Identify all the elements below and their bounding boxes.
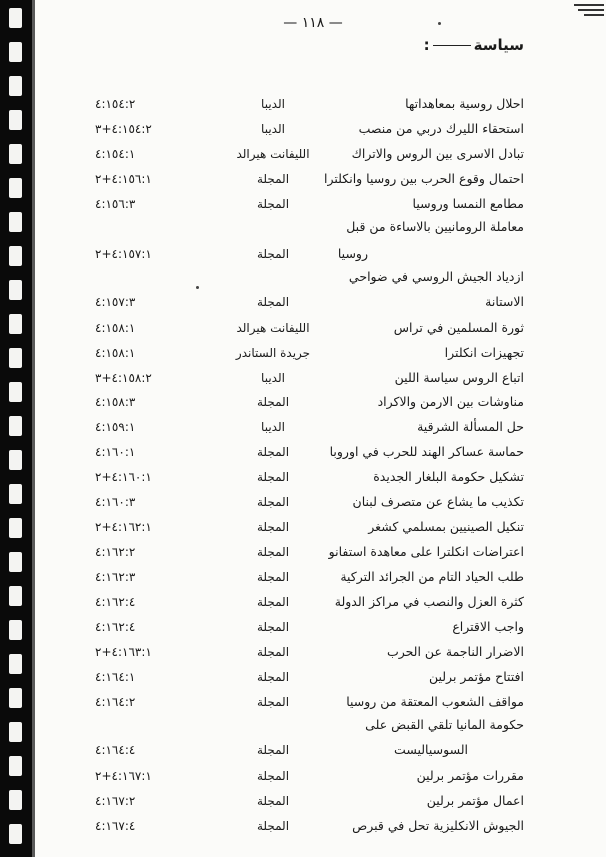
- entry-title: كثرة العزل والنصب في مراكز الدولة: [334, 594, 524, 609]
- heading-underline: [433, 45, 471, 46]
- entry-title: تجهيزات انكلترا: [444, 345, 524, 360]
- index-entry: [0, 96, 606, 118]
- entry-reference: ٤:١٥٧:١+٢: [95, 247, 152, 261]
- entry-reference: ٤:١٦٠:٣: [95, 495, 136, 509]
- entry-reference: ٤:١٥٤:٢: [95, 97, 136, 111]
- index-entry: [0, 121, 606, 143]
- entry-reference: ٤:١٦٢:١+٢: [95, 520, 152, 534]
- entry-reference: ٤:١٦٧:٤: [95, 819, 136, 833]
- entry-title: الجيوش الانكليزية تحل في قبرص: [352, 818, 524, 833]
- index-entry: [0, 370, 606, 392]
- entry-reference: ٤:١٥٧:٣: [95, 295, 136, 309]
- entry-reference: ٤:١٥٨:١: [95, 346, 136, 360]
- entry-title: معاملة الرومانيين بالاساءة من قبل: [346, 219, 524, 234]
- entry-title: طلب الحياد التام من الجرائد التركية: [340, 569, 524, 584]
- index-entry: [0, 345, 606, 367]
- entry-title: استحقاء الليرك دربي من منصب: [358, 121, 524, 136]
- entry-title: مناوشات بين الارمن والاكراد: [377, 394, 524, 409]
- entry-reference: ٤:١٦٧:١+٢: [95, 769, 152, 783]
- index-entry: [0, 644, 606, 666]
- entry-title: احلال روسية بمعاهداتها: [405, 96, 524, 111]
- entry-source: المجلة: [256, 470, 290, 484]
- index-entry: [0, 196, 606, 218]
- entry-source: المجلة: [256, 620, 290, 634]
- entry-source: الديبا: [261, 122, 285, 136]
- entry-reference: ٤:١٥٨:١: [95, 321, 136, 335]
- entry-reference: ٤:١٥٤:٢+٣: [95, 122, 152, 136]
- entry-source: المجلة: [256, 172, 290, 186]
- entry-title: تبادل الاسرى بين الروس والاتراك: [351, 146, 524, 161]
- entry-source: المجلة: [256, 695, 290, 709]
- entry-title: اتباع الروس سياسة اللين: [394, 370, 524, 385]
- index-entry: [0, 269, 606, 291]
- entry-reference: ٤:١٥٤:١: [95, 147, 136, 161]
- index-entry: [0, 694, 606, 716]
- index-entry: [0, 544, 606, 566]
- index-entry: [0, 444, 606, 466]
- entry-title: افتتاح مؤتمر برلين: [428, 669, 524, 684]
- page-corner-mark: [566, 0, 606, 22]
- entry-title: الاستانة: [485, 294, 524, 309]
- entry-reference: ٤:١٦٣:١+٢: [95, 645, 152, 659]
- entry-source: المجلة: [256, 570, 290, 584]
- entry-title: ازدياد الجيش الروسي في ضواحي: [348, 269, 524, 284]
- entry-source: المجلة: [256, 247, 290, 261]
- index-entry: [0, 793, 606, 815]
- section-title: سياسة: [473, 36, 524, 54]
- entry-title: روسيا: [337, 246, 368, 261]
- entry-title: مطامع النمسا وروسيا: [412, 196, 524, 211]
- entry-title: مواقف الشعوب المعتقة من روسيا: [346, 694, 524, 709]
- entry-title: حكومة المانيا تلقي القبض على: [365, 717, 524, 732]
- entry-reference: ٤:١٦٤:٢: [95, 695, 136, 709]
- entry-source: المجلة: [256, 794, 290, 808]
- entry-title: واجب الاقتراع: [452, 619, 524, 634]
- entry-title: حماسة عساكر الهند للحرب في اوروبا: [329, 444, 524, 459]
- entry-title: الاضرار الناجمة عن الحرب: [386, 644, 524, 659]
- entry-source: المجلة: [256, 295, 290, 309]
- index-entry: [0, 717, 606, 739]
- entry-source: الليفانت هيرالد: [236, 147, 310, 161]
- entry-reference: ٤:١٦٢:٢: [95, 545, 136, 559]
- entry-reference: ٤:١٦٠:١: [95, 445, 136, 459]
- entry-reference: ٤:١٦٤:٤: [95, 743, 136, 757]
- index-entry: [0, 246, 606, 268]
- entry-reference: ٤:١٦٢:٣: [95, 570, 136, 584]
- index-entry: [0, 569, 606, 591]
- index-entry: [0, 219, 606, 241]
- entry-source: المجلة: [256, 197, 290, 211]
- entry-source: المجلة: [256, 495, 290, 509]
- index-entry: [0, 171, 606, 193]
- index-entry: [0, 146, 606, 168]
- index-entry: [0, 320, 606, 342]
- page-number: — ١١٨ —: [283, 15, 343, 31]
- entry-reference: ٤:١٥٦:١+٢: [95, 172, 152, 186]
- entry-source: المجلة: [256, 520, 290, 534]
- entry-source: المجلة: [256, 545, 290, 559]
- entry-title: ثورة المسلمين في تراس: [393, 320, 524, 335]
- entry-title: تكذيب ما يشاع عن متصرف لبنان: [352, 494, 524, 509]
- entry-reference: ٤:١٦٢:٤: [95, 620, 136, 634]
- entry-title: احتمال وقوع الحرب بين روسيا وانكلترا: [324, 171, 524, 186]
- entry-reference: ٤:١٦٢:٤: [95, 595, 136, 609]
- index-entry: [0, 669, 606, 691]
- index-entry: [0, 619, 606, 641]
- index-entry: [0, 469, 606, 491]
- index-entry: [0, 742, 606, 764]
- entry-reference: ٤:١٦٤:١: [95, 670, 136, 684]
- index-entry: [0, 594, 606, 616]
- entry-source: المجلة: [256, 769, 290, 783]
- entry-source: المجلة: [256, 819, 290, 833]
- entry-reference: ٤:١٥٩:١: [95, 420, 136, 434]
- entry-source: المجلة: [256, 595, 290, 609]
- sprocket-hole: [9, 42, 22, 62]
- entry-source: المجلة: [256, 395, 290, 409]
- entry-reference: ٤:١٥٨:٣: [95, 395, 136, 409]
- entry-reference: ٤:١٦٧:٢: [95, 794, 136, 808]
- entry-title: تنكيل الصينيين بمسلمي كشغر: [368, 519, 524, 534]
- index-entry: [0, 419, 606, 441]
- entry-reference: ٤:١٦٠:١+٢: [95, 470, 152, 484]
- entry-source: جريدة الستاندر: [235, 346, 311, 360]
- entry-title: حل المسألة الشرقية: [417, 419, 524, 434]
- entry-source: الديبا: [261, 97, 285, 111]
- entry-source: المجلة: [256, 670, 290, 684]
- section-heading: [424, 36, 524, 54]
- entry-reference: ٤:١٥٦:٣: [95, 197, 136, 211]
- index-entry: [0, 768, 606, 790]
- entry-title: مقررات مؤتمر برلين: [416, 768, 524, 783]
- entry-source: المجلة: [256, 645, 290, 659]
- entry-title: السوسياليست: [394, 742, 468, 757]
- scan-speck: [438, 22, 441, 25]
- entry-reference: ٤:١٥٨:٢+٣: [95, 371, 152, 385]
- index-entry: [0, 818, 606, 840]
- entry-source: المجلة: [256, 743, 290, 757]
- sprocket-hole: [9, 8, 22, 28]
- entry-title: اعمال مؤتمر برلين: [426, 793, 524, 808]
- entry-source: الليفانت هيرالد: [236, 321, 310, 335]
- index-entry: [0, 394, 606, 416]
- entry-source: المجلة: [256, 445, 290, 459]
- entry-source: الديبا: [261, 371, 285, 385]
- entry-title: تشكيل حكومة البلغار الجديدة: [373, 469, 524, 484]
- entry-source: الديبا: [261, 420, 285, 434]
- index-entry: [0, 494, 606, 516]
- entry-title: اعتراضات انكلترا على معاهدة استفانو: [328, 544, 524, 559]
- index-entry: [0, 519, 606, 541]
- sprocket-hole: [9, 76, 22, 96]
- index-entry: [0, 294, 606, 316]
- section-colon: :: [423, 36, 430, 54]
